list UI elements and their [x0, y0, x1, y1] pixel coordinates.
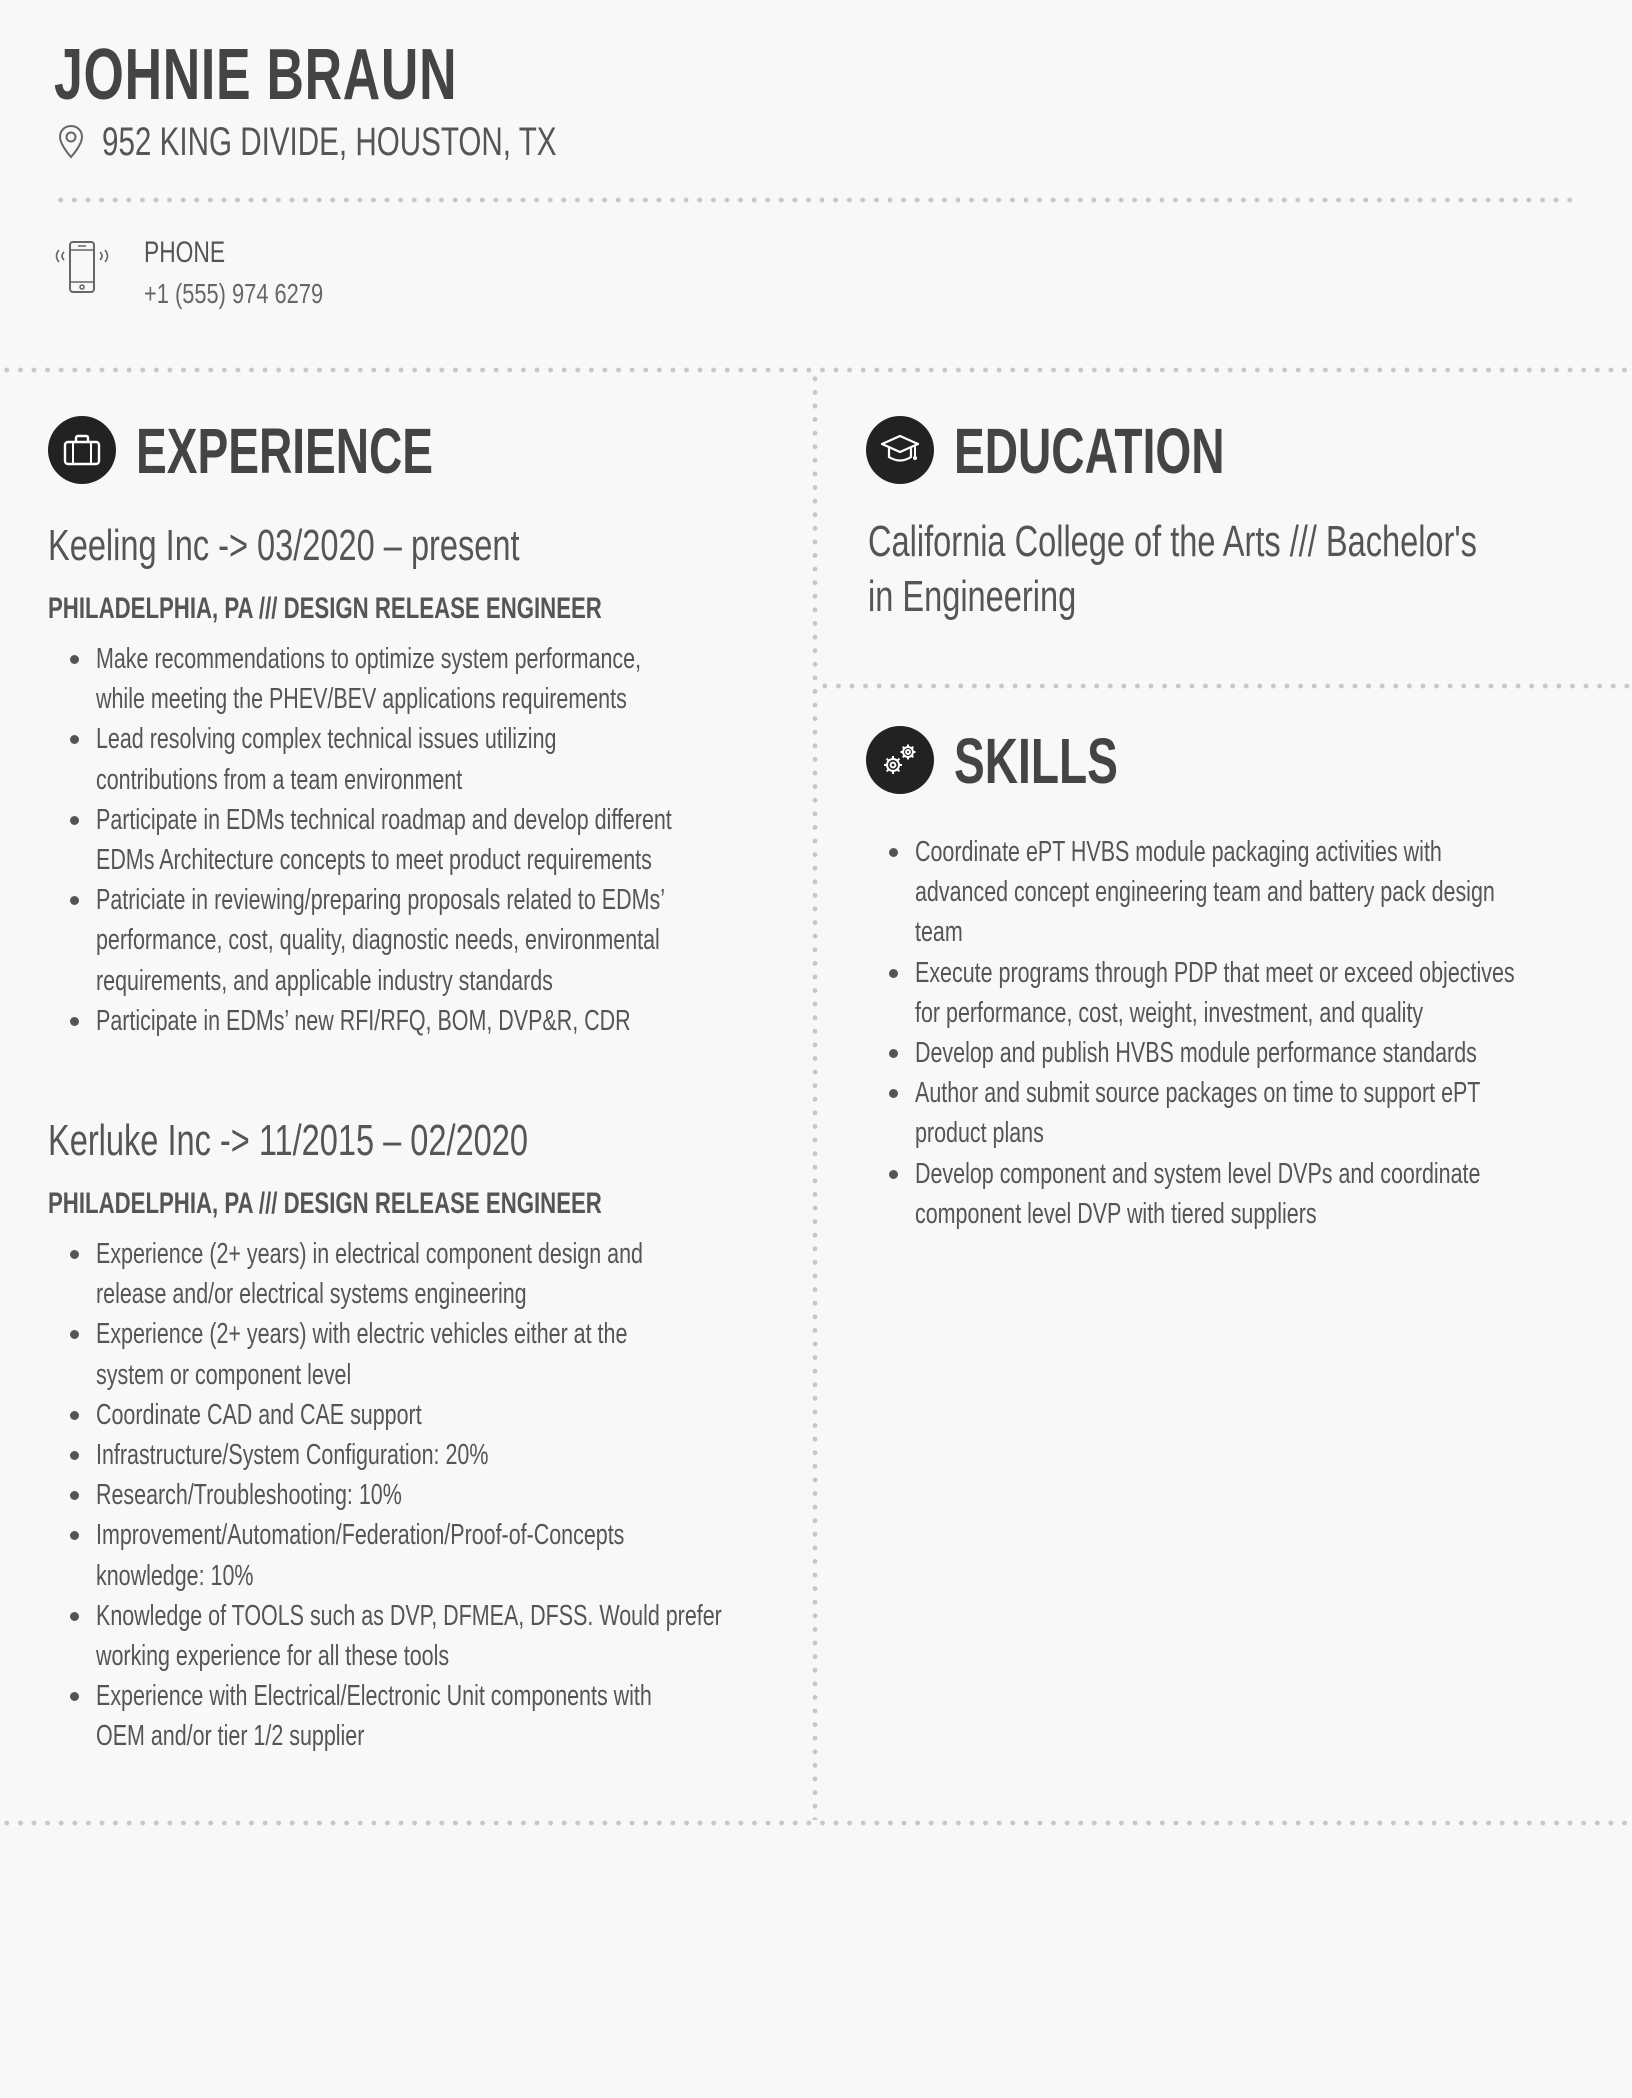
- phone-label: PHONE: [144, 236, 226, 269]
- gears-icon: [866, 726, 934, 794]
- education-entry: California College of the Arts /// Bachelor's in Engineering: [868, 517, 1477, 621]
- job-heading: Keeling Inc -> 03/2020 – present: [48, 521, 520, 570]
- list-item: Experience (2+ years) with electric vehicles either at the system or component level: [96, 1314, 942, 1394]
- education-skills-divider: [818, 683, 1632, 689]
- list-item: Infrastructure/System Configuration: 20%: [96, 1435, 942, 1475]
- address-text: 952 KING DIVIDE, HOUSTON, TX: [102, 120, 557, 164]
- list-item: Author and submit source packages on time to support ePT product plans: [915, 1073, 1632, 1153]
- skills-bullets: [915, 832, 1632, 1234]
- list-item: Develop and publish HVBS module performance standards: [915, 1033, 1632, 1073]
- skills-title: SKILLS: [954, 725, 1118, 797]
- list-item: Patriciate in reviewing/preparing proposals related to EDMs’ performance, cost, quality, diagnostic needs, environmental requirements, and applicable industry standards: [96, 880, 874, 1001]
- map-pin-icon: [58, 124, 84, 165]
- graduation-cap-icon: [866, 416, 934, 484]
- job-heading: Kerluke Inc -> 11/2015 – 02/2020: [48, 1116, 529, 1165]
- experience-title: EXPERIENCE: [136, 415, 434, 487]
- list-item: Improvement/Automation/Federation/Proof-of-Concepts knowledge: 10%: [96, 1515, 942, 1595]
- mobile-phone-icon: [54, 240, 110, 305]
- list-item: Lead resolving complex technical issues utilizing contributions from a team environment: [96, 719, 874, 799]
- job-bullets: [96, 1234, 942, 1757]
- list-item: Execute programs through PDP that meet or exceed objectives for performance, cost, weight, investment, and quality: [915, 953, 1632, 1033]
- list-item: Make recommendations to optimize system performance, while meeting the PHEV/BEV applications requirements: [96, 639, 874, 719]
- list-item: Participate in EDMs’ new RFI/RFQ, BOM, DVP&R, CDR: [96, 1001, 874, 1041]
- list-item: Experience (2+ years) in electrical component design and release and/or electrical systems engineering: [96, 1234, 942, 1314]
- header-divider: [54, 197, 1580, 203]
- list-item: Research/Troubleshooting: 10%: [96, 1475, 942, 1515]
- phone-value: +1 (555) 974 6279: [144, 278, 324, 309]
- briefcase-icon: [48, 416, 116, 484]
- job-bullets: [96, 639, 874, 1041]
- list-item: Develop component and system level DVPs and coordinate component level DVP with tiered suppliers: [915, 1154, 1632, 1234]
- resume-name: JOHNIE BRAUN: [54, 35, 458, 115]
- job-subheading: PHILADELPHIA, PA /// DESIGN RELEASE ENGINEER: [48, 1187, 602, 1220]
- main-bottom-divider: [0, 1820, 1632, 1826]
- job-subheading: PHILADELPHIA, PA /// DESIGN RELEASE ENGINEER: [48, 592, 602, 625]
- list-item: Knowledge of TOOLS such as DVP, DFMEA, DFSS. Would prefer working experience for all these tools: [96, 1596, 942, 1676]
- list-item: Coordinate CAD and CAE support: [96, 1395, 942, 1435]
- education-title: EDUCATION: [954, 415, 1225, 487]
- list-item: Participate in EDMs technical roadmap and develop different EDMs Architecture concepts to meet product requirements: [96, 800, 874, 880]
- list-item: Experience with Electrical/Electronic Unit components with OEM and/or tier 1/2 supplier: [96, 1676, 942, 1756]
- list-item: Coordinate ePT HVBS module packaging activities with advanced concept engineering team and battery pack design team: [915, 832, 1632, 953]
